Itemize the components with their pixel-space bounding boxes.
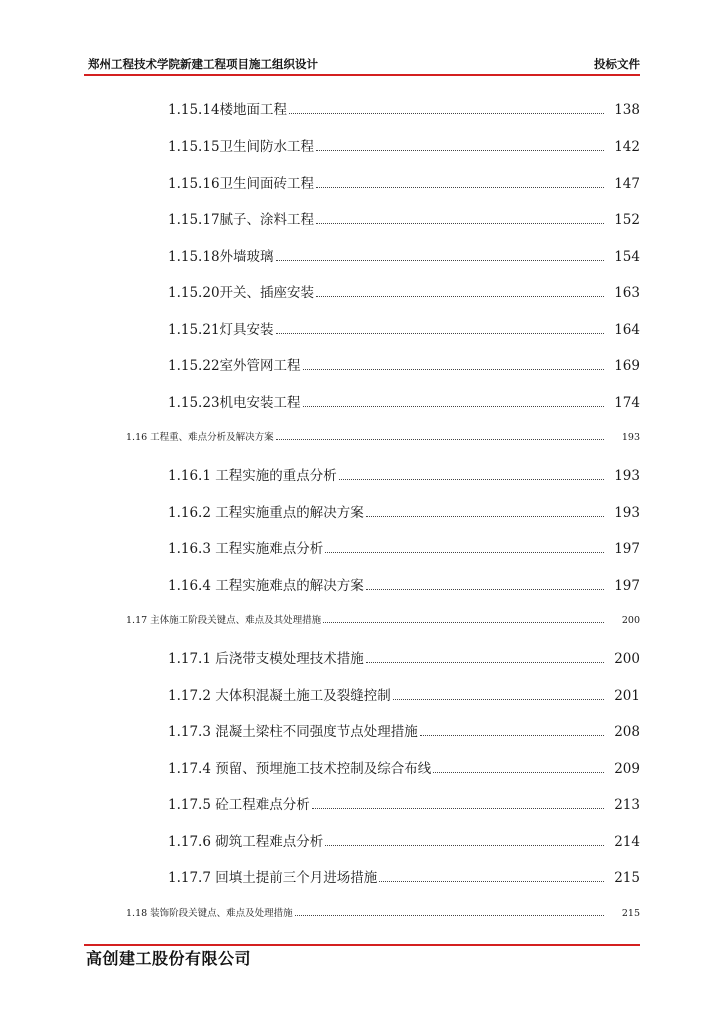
toc-dot-leader: [323, 622, 604, 623]
toc-entry[interactable]: [126, 905, 640, 919]
toc-dot-leader: [379, 881, 604, 882]
toc-entry[interactable]: [168, 866, 640, 886]
toc-entry-title: 1.15.15卫生间防水工程: [168, 139, 315, 155]
toc-page-number: 164: [614, 322, 640, 338]
toc-page-number: 138: [614, 102, 640, 118]
toc-dot-leader: [276, 260, 604, 261]
header-divider: [84, 74, 640, 76]
toc-entry-title: 1.15.16卫生间面砖工程: [168, 176, 315, 192]
toc-dot-leader: [433, 772, 604, 773]
toc-entry[interactable]: [168, 98, 640, 118]
toc-dot-leader: [325, 552, 604, 553]
toc-page-number: 200: [614, 651, 640, 667]
toc-page-number: 201: [614, 688, 640, 704]
toc-entry[interactable]: [168, 281, 640, 301]
toc-entry[interactable]: [168, 208, 640, 228]
toc-entry[interactable]: [168, 501, 640, 521]
toc-page-number: 169: [614, 358, 640, 374]
footer-company: 高创建工股份有限公司: [86, 949, 252, 968]
toc-page-number: 197: [614, 541, 640, 557]
toc-dot-leader: [316, 187, 604, 188]
toc-entry[interactable]: [168, 684, 640, 704]
toc-dot-leader: [393, 699, 604, 700]
toc-dot-leader: [316, 223, 604, 224]
toc-entry-title: 1.17.7 回填土提前三个月进场措施: [168, 870, 378, 886]
toc-page-number: 215: [614, 870, 640, 886]
toc-page-number: 197: [614, 578, 640, 594]
toc-entry[interactable]: [126, 429, 640, 443]
toc-entry-title: 1.17.2 大体积混凝土施工及裂缝控制: [168, 688, 391, 704]
toc-page-number: 213: [614, 797, 640, 813]
toc-entry[interactable]: [126, 612, 640, 626]
toc-page-number: 214: [614, 834, 640, 850]
toc-dot-leader: [312, 808, 604, 809]
toc-entry-title: 1.16.3 工程实施难点分析: [168, 541, 324, 557]
toc-page-number: 200: [621, 615, 640, 626]
toc-entry-title: 1.18 装饰阶段关键点、难点及处理措施: [126, 908, 293, 919]
toc-entry[interactable]: [168, 830, 640, 850]
toc-entry-title: 1.17.1 后浇带支模处理技术措施: [168, 651, 364, 667]
toc-dot-leader: [289, 113, 604, 114]
toc-entry[interactable]: [168, 318, 640, 338]
toc-entry-title: 1.15.14楼地面工程: [168, 102, 288, 118]
toc-page-number: 215: [621, 908, 640, 919]
toc-page-number: 209: [614, 761, 640, 777]
toc-entry-title: 1.15.23机电安装工程: [168, 395, 301, 411]
toc-entry-title: 1.16 工程重、难点分析及解决方案: [126, 432, 274, 443]
toc-dot-leader: [316, 296, 604, 297]
toc-entry[interactable]: [168, 464, 640, 484]
toc-entry-title: 1.17 主体施工阶段关键点、难点及其处理措施: [126, 615, 322, 626]
toc-dot-leader: [316, 150, 604, 151]
toc-dot-leader: [276, 333, 604, 334]
toc-entry[interactable]: [168, 793, 640, 813]
toc-entry-title: 1.15.22室外管网工程: [168, 358, 301, 374]
toc-entry-title: 1.16.4 工程实施难点的解决方案: [168, 578, 364, 594]
toc-entry[interactable]: [168, 720, 640, 740]
toc-dot-leader: [325, 845, 604, 846]
toc-page-number: 154: [614, 249, 640, 265]
header-doc-type: 投标文件: [594, 57, 640, 71]
toc-entry-title: 1.15.18外墙玻璃: [168, 249, 274, 265]
toc-entry[interactable]: [168, 135, 640, 155]
page-header: [88, 54, 640, 72]
toc-page-number: 208: [614, 724, 640, 740]
toc-entry[interactable]: [168, 757, 640, 777]
toc-entry-title: 1.17.6 砌筑工程难点分析: [168, 834, 324, 850]
toc-dot-leader: [295, 915, 604, 916]
toc-entry-title: 1.15.17腻子、涂料工程: [168, 212, 315, 228]
toc-entry[interactable]: [168, 574, 640, 594]
toc-dot-leader: [303, 369, 604, 370]
toc-entry-title: 1.17.5 砼工程难点分析: [168, 797, 310, 813]
toc-entry[interactable]: [168, 172, 640, 192]
toc-entry[interactable]: [168, 537, 640, 557]
toc-dot-leader: [276, 439, 604, 440]
toc-dot-leader: [420, 735, 604, 736]
header-title: 郑州工程技术学院新建工程项目施工组织设计: [88, 57, 318, 71]
toc-page-number: 174: [614, 395, 640, 411]
toc-page-number: 147: [614, 176, 640, 192]
toc-dot-leader: [303, 406, 604, 407]
toc-page-number: 193: [614, 468, 640, 484]
toc-dot-leader: [366, 516, 604, 517]
toc-entry-title: 1.16.1 工程实施的重点分析: [168, 468, 337, 484]
toc-entry-title: 1.15.21灯具安装: [168, 322, 274, 338]
toc-entry[interactable]: [168, 245, 640, 265]
toc-dot-leader: [366, 662, 604, 663]
toc-page-number: 163: [614, 285, 640, 301]
toc-entry-title: 1.16.2 工程实施重点的解决方案: [168, 505, 364, 521]
toc-page-number: 152: [614, 212, 640, 228]
toc-page-number: 193: [621, 432, 640, 443]
toc-dot-leader: [339, 479, 604, 480]
toc-page-number: 193: [614, 505, 640, 521]
toc-entry-title: 1.17.4 预留、预埋施工技术控制及综合布线: [168, 761, 432, 777]
toc-entry-title: 1.15.20开关、插座安装: [168, 285, 315, 301]
toc-page-number: 142: [614, 139, 640, 155]
toc-entry[interactable]: [168, 647, 640, 667]
toc-dot-leader: [366, 589, 604, 590]
toc-entry[interactable]: [168, 354, 640, 374]
toc-entry-title: 1.17.3 混凝土梁柱不同强度节点处理措施: [168, 724, 418, 740]
toc-entry[interactable]: [168, 391, 640, 411]
